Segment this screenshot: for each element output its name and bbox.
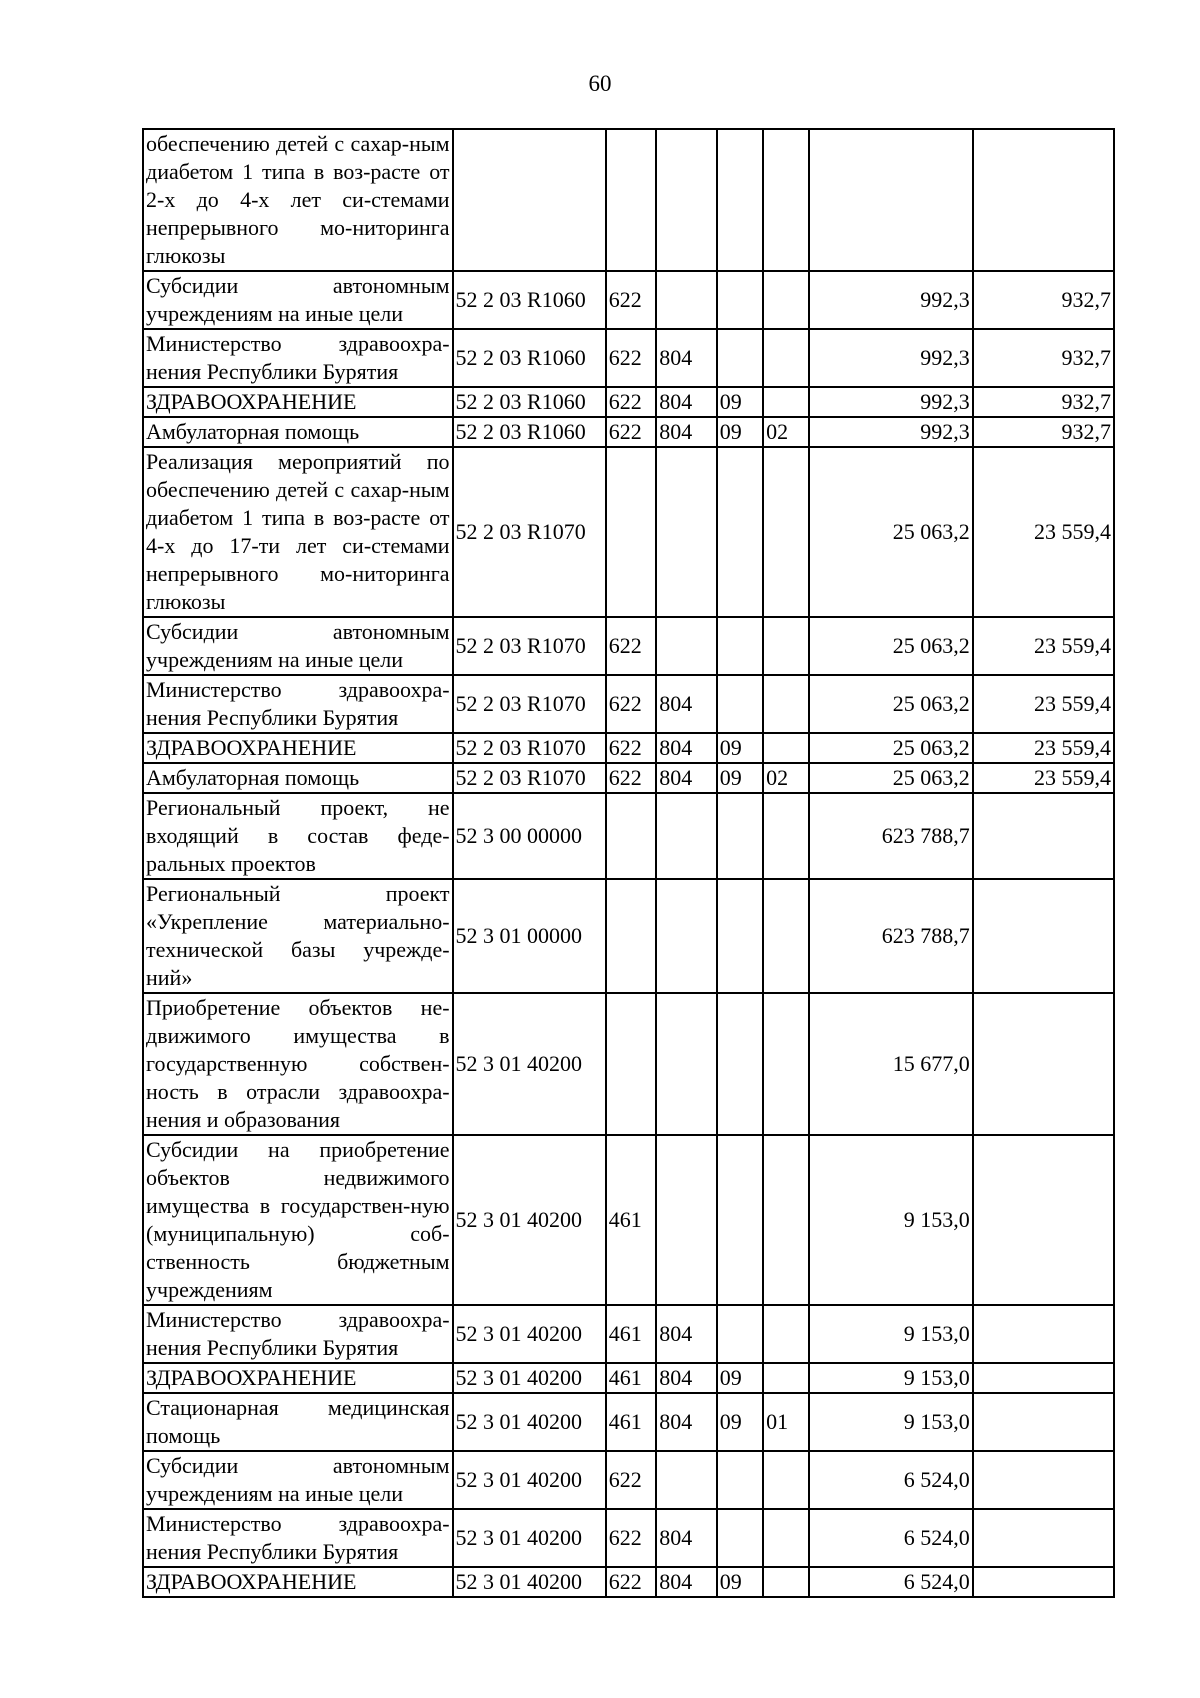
row-vr-cell (606, 793, 656, 879)
row-name-cell: обеспечению детей с сахар-ным диабетом 1 типа в воз-расте от 2-х до 4-х лет си-стемами непрерывного мо-ниторинга глюкозы (143, 129, 453, 271)
table-row (143, 129, 1114, 271)
table-row (143, 1393, 1114, 1451)
row-sum1-cell: 9 153,0 (809, 1363, 972, 1393)
row-code-cell: 52 3 01 40200 (453, 1451, 606, 1509)
row-vr-cell: 461 (606, 1363, 656, 1393)
row-pr-cell (763, 879, 809, 993)
row-rz-cell (717, 793, 763, 879)
row-name-cell: Амбулаторная помощь (143, 763, 453, 793)
row-name-cell: ЗДРАВООХРАНЕНИЕ (143, 1363, 453, 1393)
row-code-cell: 52 3 01 40200 (453, 1363, 606, 1393)
table-row (143, 733, 1114, 763)
row-rz-cell: 09 (717, 417, 763, 447)
row-pr-cell: 02 (763, 763, 809, 793)
row-code-cell: 52 2 03 R1070 (453, 763, 606, 793)
row-name-cell: Субсидии автономным учреждениям на иные цели (143, 271, 453, 329)
row-sum2-cell: 23 559,4 (973, 675, 1114, 733)
row-rz-cell: 09 (717, 387, 763, 417)
row-pr-cell (763, 617, 809, 675)
table-row (143, 1135, 1114, 1305)
row-rz-cell: 09 (717, 1567, 763, 1597)
row-sum2-cell (973, 1509, 1114, 1567)
row-code-cell: 52 3 01 40200 (453, 1135, 606, 1305)
row-vr-cell: 622 (606, 329, 656, 387)
row-sum2-cell: 23 559,4 (973, 763, 1114, 793)
table-row (143, 417, 1114, 447)
row-sum2-cell (973, 1567, 1114, 1597)
row-ved-cell: 804 (656, 1305, 716, 1363)
table-row (143, 1451, 1114, 1509)
row-sum2-cell: 23 559,4 (973, 447, 1114, 617)
row-name-cell: ЗДРАВООХРАНЕНИЕ (143, 733, 453, 763)
row-code-cell: 52 3 01 40200 (453, 1567, 606, 1597)
row-vr-cell: 622 (606, 1451, 656, 1509)
row-sum1-cell: 992,3 (809, 387, 972, 417)
row-code-cell: 52 3 01 40200 (453, 1393, 606, 1451)
row-ved-cell (656, 271, 716, 329)
row-name-cell: Региональный проект, не входящий в состав феде-ральных проектов (143, 793, 453, 879)
table-row (143, 271, 1114, 329)
row-code-cell: 52 3 01 40200 (453, 1305, 606, 1363)
row-pr-cell (763, 271, 809, 329)
row-rz-cell: 09 (717, 763, 763, 793)
row-pr-cell (763, 329, 809, 387)
table-row (143, 763, 1114, 793)
row-code-cell (453, 129, 606, 271)
row-pr-cell (763, 793, 809, 879)
row-vr-cell: 622 (606, 271, 656, 329)
row-name-cell: Приобретение объектов не-движимого имущества в государственную собствен-ность в отрасли здравоохра-нения и образования (143, 993, 453, 1135)
row-ved-cell: 804 (656, 1393, 716, 1451)
row-ved-cell (656, 993, 716, 1135)
row-vr-cell (606, 879, 656, 993)
table-row (143, 387, 1114, 417)
row-pr-cell (763, 675, 809, 733)
row-code-cell: 52 3 00 00000 (453, 793, 606, 879)
row-ved-cell (656, 447, 716, 617)
row-ved-cell (656, 129, 716, 271)
row-sum2-cell: 932,7 (973, 329, 1114, 387)
row-sum1-cell: 992,3 (809, 271, 972, 329)
row-ved-cell: 804 (656, 417, 716, 447)
row-vr-cell: 461 (606, 1135, 656, 1305)
row-vr-cell: 622 (606, 1509, 656, 1567)
row-vr-cell: 622 (606, 763, 656, 793)
row-sum2-cell (973, 129, 1114, 271)
row-name-cell: Региональный проект «Укрепление материально-технической базы учрежде-ний» (143, 879, 453, 993)
row-name-cell: Министерство здравоохра-нения Республики Бурятия (143, 1305, 453, 1363)
row-name-cell: Субсидии автономным учреждениям на иные цели (143, 617, 453, 675)
row-sum1-cell: 6 524,0 (809, 1451, 972, 1509)
row-code-cell: 52 3 01 40200 (453, 1509, 606, 1567)
row-rz-cell (717, 447, 763, 617)
row-code-cell: 52 2 03 R1060 (453, 387, 606, 417)
row-code-cell: 52 2 03 R1070 (453, 447, 606, 617)
row-ved-cell: 804 (656, 1363, 716, 1393)
row-ved-cell (656, 617, 716, 675)
row-rz-cell: 09 (717, 1363, 763, 1393)
row-rz-cell (717, 1135, 763, 1305)
row-ved-cell (656, 793, 716, 879)
row-sum2-cell (973, 1363, 1114, 1393)
table-row (143, 675, 1114, 733)
row-name-cell: Реализация мероприятий по обеспечению детей с сахар-ным диабетом 1 типа в воз-расте от 4-х до 17-ти лет си-стемами непрерывного мо-ниторинга глюкозы (143, 447, 453, 617)
budget-table (142, 128, 1115, 1598)
row-sum2-cell: 23 559,4 (973, 617, 1114, 675)
row-vr-cell: 622 (606, 1567, 656, 1597)
row-rz-cell: 09 (717, 1393, 763, 1451)
row-sum1-cell: 623 788,7 (809, 793, 972, 879)
row-sum1-cell: 992,3 (809, 417, 972, 447)
row-sum1-cell: 25 063,2 (809, 617, 972, 675)
row-name-cell: Амбулаторная помощь (143, 417, 453, 447)
row-rz-cell (717, 1305, 763, 1363)
row-pr-cell: 01 (763, 1393, 809, 1451)
row-pr-cell (763, 1451, 809, 1509)
row-vr-cell: 622 (606, 675, 656, 733)
row-sum2-cell: 932,7 (973, 417, 1114, 447)
page-number: 60 (588, 71, 612, 96)
row-name-cell: ЗДРАВООХРАНЕНИЕ (143, 387, 453, 417)
budget-table-body (143, 129, 1114, 1597)
row-ved-cell (656, 1135, 716, 1305)
row-sum1-cell: 15 677,0 (809, 993, 972, 1135)
row-sum1-cell: 9 153,0 (809, 1135, 972, 1305)
row-code-cell: 52 2 03 R1070 (453, 733, 606, 763)
row-sum2-cell (973, 1393, 1114, 1451)
row-sum1-cell: 992,3 (809, 329, 972, 387)
table-row (143, 879, 1114, 993)
row-vr-cell: 622 (606, 617, 656, 675)
row-rz-cell (717, 1509, 763, 1567)
row-code-cell: 52 2 03 R1060 (453, 417, 606, 447)
row-rz-cell (717, 129, 763, 271)
row-sum2-cell (973, 993, 1114, 1135)
row-sum1-cell: 25 063,2 (809, 675, 972, 733)
row-sum1-cell: 9 153,0 (809, 1393, 972, 1451)
row-code-cell: 52 2 03 R1060 (453, 329, 606, 387)
row-sum2-cell (973, 879, 1114, 993)
row-vr-cell: 461 (606, 1305, 656, 1363)
row-ved-cell: 804 (656, 329, 716, 387)
table-row (143, 1305, 1114, 1363)
row-code-cell: 52 3 01 40200 (453, 993, 606, 1135)
row-rz-cell (717, 329, 763, 387)
table-row (143, 447, 1114, 617)
row-code-cell: 52 2 03 R1060 (453, 271, 606, 329)
row-name-cell: Министерство здравоохра-нения Республики Бурятия (143, 1509, 453, 1567)
row-ved-cell: 804 (656, 1509, 716, 1567)
row-sum1-cell: 6 524,0 (809, 1567, 972, 1597)
row-vr-cell (606, 993, 656, 1135)
row-sum1-cell: 9 153,0 (809, 1305, 972, 1363)
row-name-cell: Министерство здравоохра-нения Республики Бурятия (143, 675, 453, 733)
row-rz-cell (717, 675, 763, 733)
row-ved-cell: 804 (656, 675, 716, 733)
row-code-cell: 52 3 01 00000 (453, 879, 606, 993)
row-sum2-cell (973, 1135, 1114, 1305)
table-row (143, 993, 1114, 1135)
row-pr-cell (763, 1363, 809, 1393)
row-ved-cell: 804 (656, 387, 716, 417)
row-vr-cell (606, 129, 656, 271)
row-sum2-cell (973, 1305, 1114, 1363)
row-ved-cell (656, 1451, 716, 1509)
row-rz-cell (717, 271, 763, 329)
row-rz-cell (717, 1451, 763, 1509)
table-row (143, 1567, 1114, 1597)
row-pr-cell (763, 733, 809, 763)
row-pr-cell (763, 387, 809, 417)
row-ved-cell: 804 (656, 1567, 716, 1597)
row-ved-cell: 804 (656, 763, 716, 793)
row-sum1-cell: 25 063,2 (809, 447, 972, 617)
table-row (143, 1509, 1114, 1567)
row-rz-cell (717, 879, 763, 993)
row-sum1-cell: 25 063,2 (809, 733, 972, 763)
table-row (143, 617, 1114, 675)
table-row (143, 793, 1114, 879)
row-sum1-cell (809, 129, 972, 271)
row-sum1-cell: 623 788,7 (809, 879, 972, 993)
row-sum2-cell: 23 559,4 (973, 733, 1114, 763)
row-sum2-cell (973, 793, 1114, 879)
row-name-cell: Субсидии автономным учреждениям на иные цели (143, 1451, 453, 1509)
row-pr-cell (763, 1567, 809, 1597)
row-pr-cell (763, 993, 809, 1135)
row-name-cell: ЗДРАВООХРАНЕНИЕ (143, 1567, 453, 1597)
row-vr-cell: 622 (606, 387, 656, 417)
row-name-cell: Министерство здравоохра-нения Республики Бурятия (143, 329, 453, 387)
row-vr-cell (606, 447, 656, 617)
row-pr-cell: 02 (763, 417, 809, 447)
row-code-cell: 52 2 03 R1070 (453, 617, 606, 675)
row-name-cell: Стационарная медицинская помощь (143, 1393, 453, 1451)
row-name-cell: Субсидии на приобретение объектов недвижимого имущества в государствен-ную (муниципальную) соб-ственность бюджетным учреждениям (143, 1135, 453, 1305)
row-vr-cell: 622 (606, 417, 656, 447)
row-sum1-cell: 6 524,0 (809, 1509, 972, 1567)
row-sum2-cell: 932,7 (973, 387, 1114, 417)
row-sum1-cell: 25 063,2 (809, 763, 972, 793)
table-row (143, 329, 1114, 387)
row-ved-cell (656, 879, 716, 993)
row-pr-cell (763, 1509, 809, 1567)
row-sum2-cell (973, 1451, 1114, 1509)
row-rz-cell (717, 993, 763, 1135)
row-pr-cell (763, 1135, 809, 1305)
row-vr-cell: 461 (606, 1393, 656, 1451)
row-ved-cell: 804 (656, 733, 716, 763)
row-pr-cell (763, 129, 809, 271)
table-row (143, 1363, 1114, 1393)
row-pr-cell (763, 447, 809, 617)
row-code-cell: 52 2 03 R1070 (453, 675, 606, 733)
row-rz-cell (717, 617, 763, 675)
row-vr-cell: 622 (606, 733, 656, 763)
row-rz-cell: 09 (717, 733, 763, 763)
row-pr-cell (763, 1305, 809, 1363)
row-sum2-cell: 932,7 (973, 271, 1114, 329)
